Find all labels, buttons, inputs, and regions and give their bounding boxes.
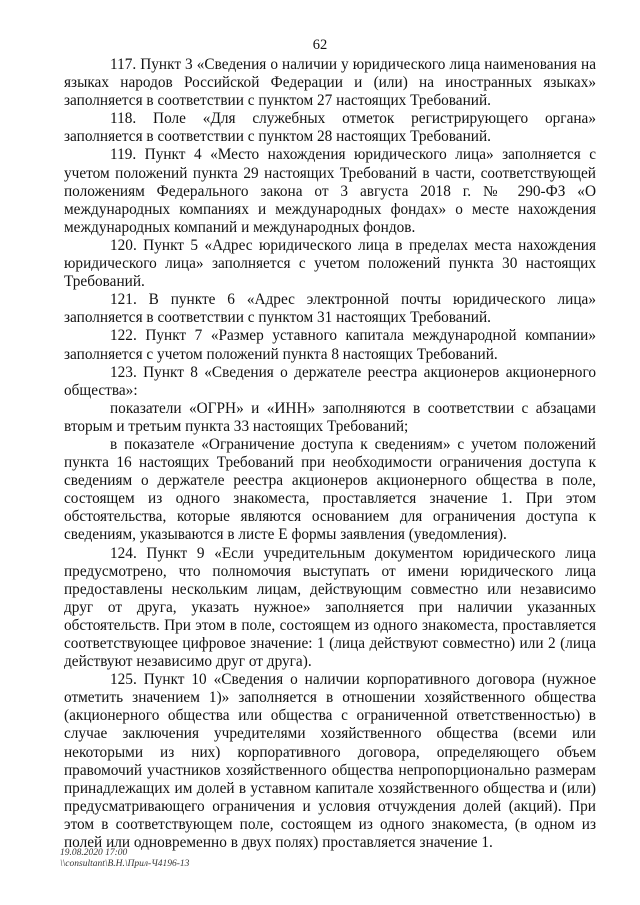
footer-timestamp: 19.08.2020 17:00 <box>60 848 128 858</box>
paragraph-118: 118. Поле «Для служебных отметок регистрирующего органа» заполняется в соответствии с пунктом 28 настоящих Требований. <box>64 110 596 146</box>
footer-file-path: \\consultant\В.Н.\Прил-Ч4196-13 <box>60 859 190 869</box>
paragraph-123-ogrn-inn: показатели «ОГРН» и «ИНН» заполняются в соответствии с абзацами вторым и третьим пункта 33 настоящих Требований; <box>64 399 596 435</box>
paragraph-125: 125. Пункт 10 «Сведения о наличии корпоративного договора (нужное отметить значением 1)» заполняется в отношении хозяйственного общества (акционерного общества или общества с ограниченной ответственностью) в случае заключения учредителями хозяйственного общества (всеми или некоторыми из них) корпоративного договора, определяющего объем правомочий участников хозяйственного общества непропорционально размерам принадлежащих им долей в уставном капитале хозяйственного общества и (или) предусматривающего ограничения и условия отчуждения долей (акций). При этом в соответствующем поле, состоящем из одного знакоместа, (в одном из полей или одновременно в двух полях) проставляется значение 1. <box>64 671 596 852</box>
paragraph-120: 120. Пункт 5 «Адрес юридического лица в пределах места нахождения юридического лица» заполняется с учетом положений пункта 30 настоящих Требований. <box>64 236 596 291</box>
paragraph-124: 124. Пункт 9 «Если учредительным документом юридического лица предусмотрено, что полномочия выступать от имени юридического лица предоставлены нескольким лицам, действующим совместно или независимо друг от друга, указать нужное» заполняется при наличии указанных обстоятельств. При этом в поле, состоящем из одного знакоместа, проставляется соответствующее цифровое значение: 1 (лица действуют совместно) или 2 (лица действуют независимо друг от друга). <box>64 544 596 671</box>
paragraph-123: 123. Пункт 8 «Сведения о держателе реестра акционеров акционерного общества»: <box>64 363 596 399</box>
paragraph-123-access-restriction: в показателе «Ограничение доступа к сведениям» с учетом положений пункта 16 настоящих Требований при необходимости ограничения доступа к сведениям о держателе реестра акционеров акционерного общества в поле, состоящем из одного знакоместа, проставляется значение 1. При этом обстоятельства, которые являются основанием для ограничения доступа к сведениям, указываются в листе Е формы заявления (уведомления). <box>64 435 596 544</box>
document-footer <box>60 848 189 870</box>
paragraph-117: 117. Пункт 3 «Сведения о наличии у юридического лица наименования на языках народов Российской Федерации и (или) на иностранных языках» заполняется в соответствии с пунктом 27 настоящих Требований. <box>64 56 596 110</box>
page-number: 62 <box>312 37 328 53</box>
paragraph-121: 121. В пункте 6 «Адрес электронной почты юридического лица» заполняется в соответствии с пунктом 31 настоящих Требований. <box>64 291 596 327</box>
paragraph-119: 119. Пункт 4 «Место нахождения юридического лица» заполняется с учетом положений пункта 29 настоящих Требований в части, соответствующей положениям Федерального закона от 3 августа 2018 г. № 290-ФЗ «О международных компаниях и международных фондах» о месте нахождения международных компаний и международных фондов. <box>64 146 596 236</box>
document-body <box>64 56 596 852</box>
paragraph-122: 122. Пункт 7 «Размер уставного капитала международной компании» заполняется с учетом положений пункта 8 настоящих Требований. <box>64 327 596 363</box>
